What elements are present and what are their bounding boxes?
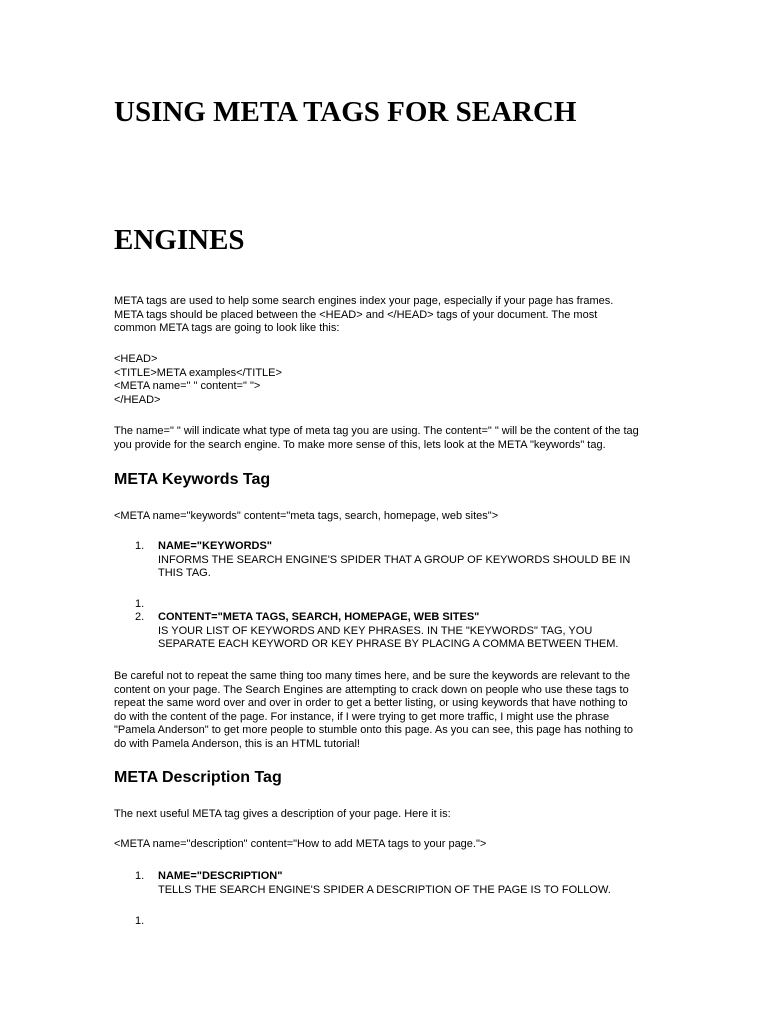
list-desc-line: IS YOUR LIST OF KEYWORDS AND KEY PHRASES. IN THE "KEYWORDS" TAG, YOU (158, 624, 593, 637)
code-line: <HEAD> (114, 353, 158, 365)
list-body (158, 870, 611, 897)
careful-line: repeat the same word over and over in order to get a better listing, or using keywords that have nothing to (114, 697, 628, 709)
careful-line: "Pamela Anderson" to get more people to stumble onto this page. As you can see, this page has nothing to (114, 724, 634, 736)
intro-line: common META tags are going to look like this: (114, 322, 340, 334)
list-term: NAME="DESCRIPTION" (158, 870, 283, 882)
list-desc-line: INFORMS THE SEARCH ENGINE'S SPIDER THAT A GROUP OF KEYWORDS SHOULD BE IN (158, 553, 631, 566)
code-line: </HEAD> (114, 393, 161, 406)
list-desc-line: THIS TAG. (158, 567, 211, 579)
list-number: 1. (135, 540, 145, 552)
description-intro: The next useful META tag gives a description of your page. Here it is: (114, 808, 451, 820)
explain-line: you provide for the search engine. To make more sense of this, lets look at the META "keywords" tag. (114, 438, 606, 451)
list-term: NAME="KEYWORDS" (158, 540, 273, 552)
list-number: 2. (135, 611, 145, 623)
code-example-head (114, 353, 674, 407)
intro-line: META tags are used to help some search engines index your page, especially if your page has frames. (114, 295, 614, 307)
list-body (158, 611, 618, 652)
careful-paragraph (114, 670, 674, 751)
list-term: CONTENT="META TAGS, SEARCH, HOMEPAGE, WEB SITES" (158, 611, 480, 623)
title-line-1: USING META TAGS FOR SEARCH (114, 96, 577, 128)
list-number: 1. (135, 870, 145, 882)
description-example: <META name="description" content="How to add META tags to your page."> (114, 838, 487, 850)
code-line: <META name=" " content=" "> (114, 380, 261, 392)
careful-line: do with Pamela Anderson, this is an HTML tutorial! (114, 737, 360, 750)
title-line-2: ENGINES (114, 224, 245, 256)
list-number: 1. (135, 915, 145, 927)
list-body (158, 540, 630, 581)
description-heading: META Description Tag (114, 769, 282, 786)
list-desc-line: SEPARATE EACH KEYWORD OR KEY PHRASE BY PLACING A COMMA BETWEEN THEM. (158, 638, 619, 650)
careful-line: do with the content of the page. For instance, if I were trying to get more traffic, I might use the phrase (114, 710, 610, 723)
keywords-example: <META name="keywords" content="meta tags, search, homepage, web sites"> (114, 510, 499, 522)
code-line: <TITLE>META examples</TITLE> (114, 366, 282, 379)
intro-line: META tags should be placed between the <HEAD> and </HEAD> tags of your document. The most (114, 308, 598, 321)
explain-line: The name=" " will indicate what type of meta tag you are using. The content=" " will be the content of the tag (114, 425, 639, 437)
list-desc-line: TELLS THE SEARCH ENGINE'S SPIDER A DESCRIPTION OF THE PAGE IS TO FOLLOW. (158, 883, 611, 896)
list-number: 1. (135, 598, 145, 610)
intro-paragraph (114, 295, 674, 336)
careful-line: Be careful not to repeat the same thing too many times here, and be sure the keywords are relevant to the (114, 670, 631, 682)
careful-line: content on your page. The Search Engines are attempting to crack down on people who use these tags to (114, 683, 629, 696)
explain-paragraph (114, 425, 674, 452)
keywords-heading: META Keywords Tag (114, 471, 271, 488)
